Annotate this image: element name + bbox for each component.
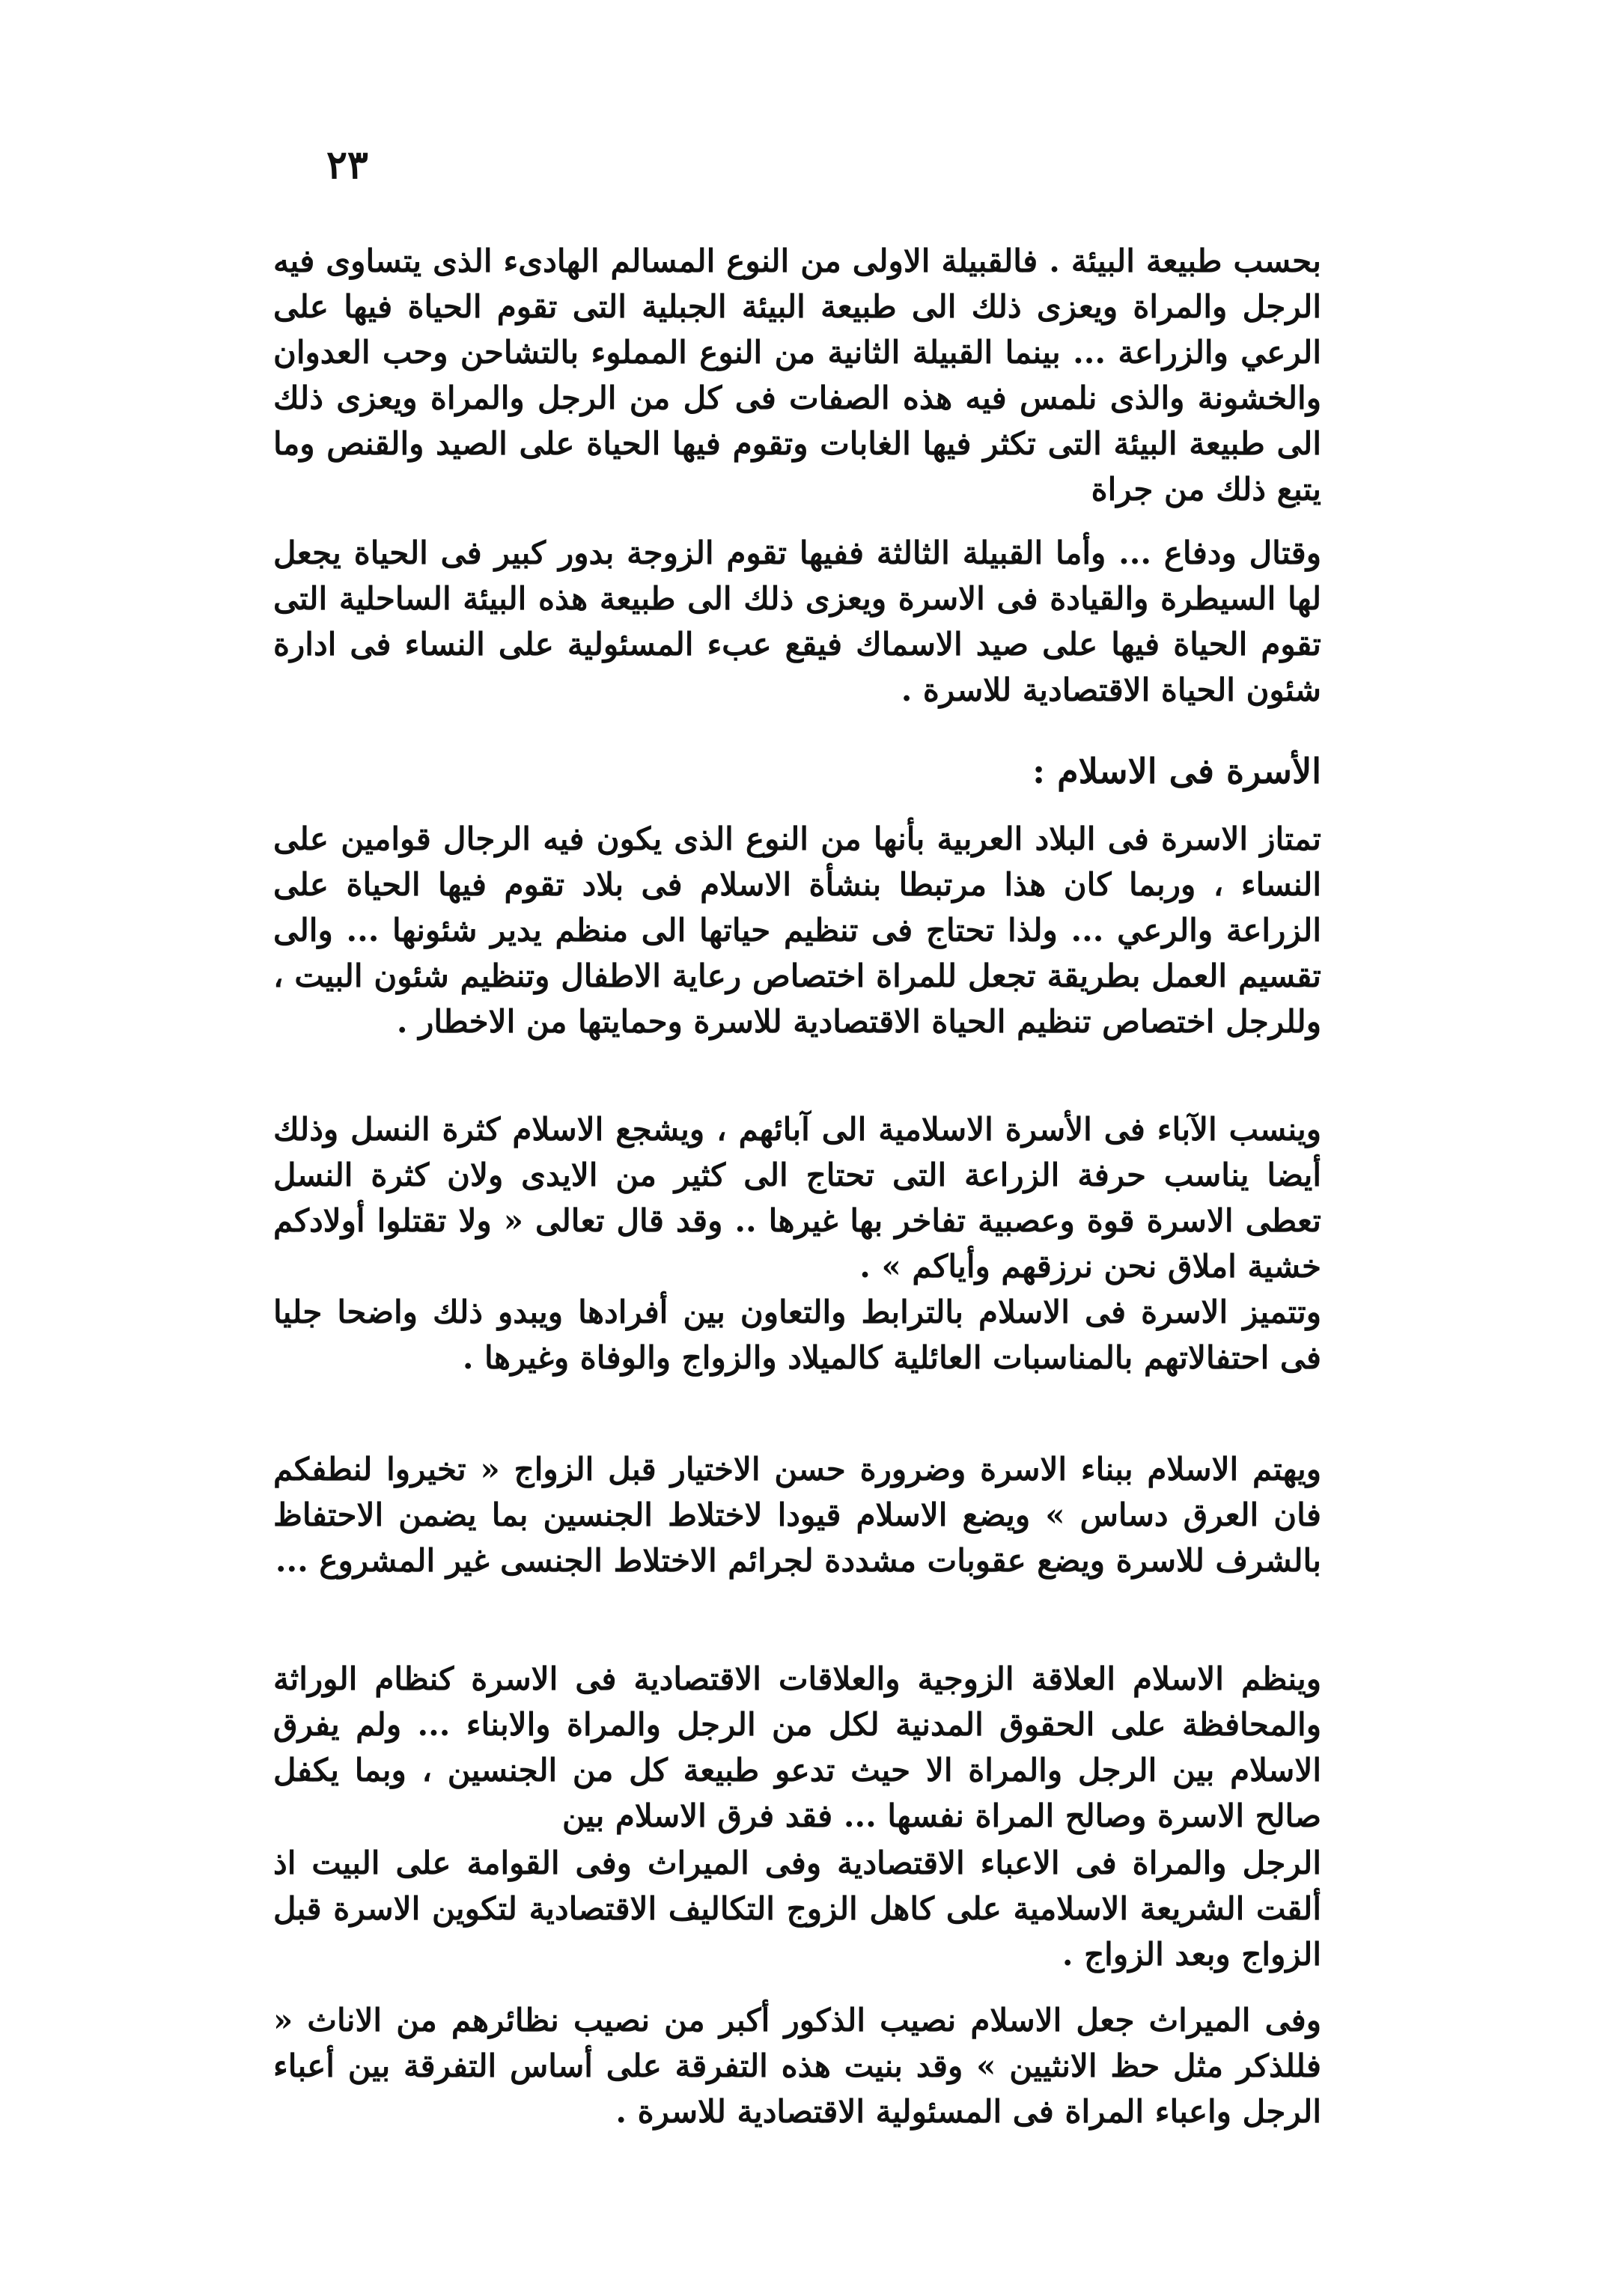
paragraph-economic-burdens: الرجل والمراة فى الاعباء الاقتصادية وفى الميراث وفى القوامة على البيت اذ ألقت الشريعة الاسلامية على كاهل الزوج التكاليف الاقتصادية لتكوين الاسرة قبل الزواج وبعد الزواج . bbox=[273, 1845, 1321, 1973]
paragraph-third-tribe: وقتال ودفاع ... وأما القبيلة الثالثة ففيها تقوم الزوجة بدور كبير فى الحياة يجعل لها السيطرة والقيادة فى الاسرة ويعزى ذلك الى طبيعة هذه البيئة الساحلية التى تقوم الحياة فيها على صيد الاسماك فيقع عبء المسئولية على النساء فى ادارة شئون الحياة الاقتصادية للاسرة . bbox=[273, 535, 1321, 708]
page-number: ٢٣ bbox=[326, 142, 368, 188]
section-heading: الأسرة فى الاسلام : bbox=[1032, 751, 1321, 791]
paragraph-economic-relations: وينظم الاسلام العلاقة الزوجية والعلاقات الاقتصادية فى الاسرة كنظام الوراثة والمحافظة على الحقوق المدنية لكل من الرجل والمراة والابناء ... ولم يفرق الاسلام بين الرجل والمراة الا حيث تدعو طبيعة كل من الجنسين ، وبما يكفل صالح الاسرة وصالح المراة نفسها ... فقد فرق الاسلام بين bbox=[273, 1660, 1321, 1834]
paragraph-inheritance: وفى الميراث جعل الاسلام نصيب الذكور أكبر من نصيب نظائرهم من الاناث « فللذكر مثل حظ الانثيين » وقد بنيت هذه التفرقة على أساس التفرقة بين أعباء الرجل واعباء المراة فى المسئولية الاقتصادية للاسرة . bbox=[273, 2002, 1321, 2130]
paragraph-marriage-choice: ويهتم الاسلام ببناء الاسرة وضرورة حسن الاختيار قبل الزواج « تخيروا لنطفكم فان العرق دساس » ويضع الاسلام قيودا لاختلاط الجنسين بما يضمن الاحتفاظ بالشرف للاسرة ويضع عقوبات مشددة لجرائم الاختلاط الجنسى غير المشروع ... bbox=[273, 1451, 1321, 1579]
paragraph-family-bonds: وتتميز الاسرة فى الاسلام بالترابط والتعاون بين أفرادها ويبدو ذلك واضحا جليا فى احتفالاتهم بالمناسبات العائلية كالميلاد والزواج والوفاة وغيرها . bbox=[273, 1294, 1321, 1376]
paragraph-lineage: وينسب الآباء فى الأسرة الاسلامية الى آبائهم ، ويشجع الاسلام كثرة النسل وذلك أيضا يناسب حرفة الزراعة التى تحتاج الى كثير من الايدى ولان كثرة النسل تعطى الاسرة قوة وعصبية تفاخر بها غيرها .. وقد قال تعالى « ولا تقتلوا أولادكم خشية املاق نحن نرزقهم وأياكم » . bbox=[273, 1111, 1321, 1285]
paragraph-arab-family: تمتاز الاسرة فى البلاد العربية بأنها من النوع الذى يكون فيه الرجال قوامين على النساء ، وربما كان هذا مرتبطا بنشأة الاسلام فى بلاد تقوم فيها الحياة على الزراعة والرعي ... ولذا تحتاج فى تنظيم حياتها الى منظم يدير شئونها ... والى تقسيم العمل بطريقة تجعل للمراة اختصاص رعاية الاطفال وتنظيم شئون البيت ، وللرجل اختصاص تنظيم الحياة الاقتصادية للاسرة وحمايتها من الاخطار . bbox=[273, 820, 1322, 1040]
paragraph-environment-tribes: بحسب طبيعة البيئة . فالقبيلة الاولى من النوع المسالم الهادىء الذى يتساوى فيه الرجل والمراة ويعزى ذلك الى طبيعة البيئة الجبلية التى تقوم الحياة فيها على الرعي والزراعة ... بينما القبيلة الثانية من النوع المملوء بالتشاحن وحب العدوان والخشونة والذى نلمس فيه هذه الصفات فى كل من الرجل والمراة ويعزى ذلك الى طبيعة البيئة التى تكثر فيها الغابات وتقوم فيها الحياة على الصيد والقنص وما يتبع ذلك من جراة bbox=[273, 243, 1321, 508]
